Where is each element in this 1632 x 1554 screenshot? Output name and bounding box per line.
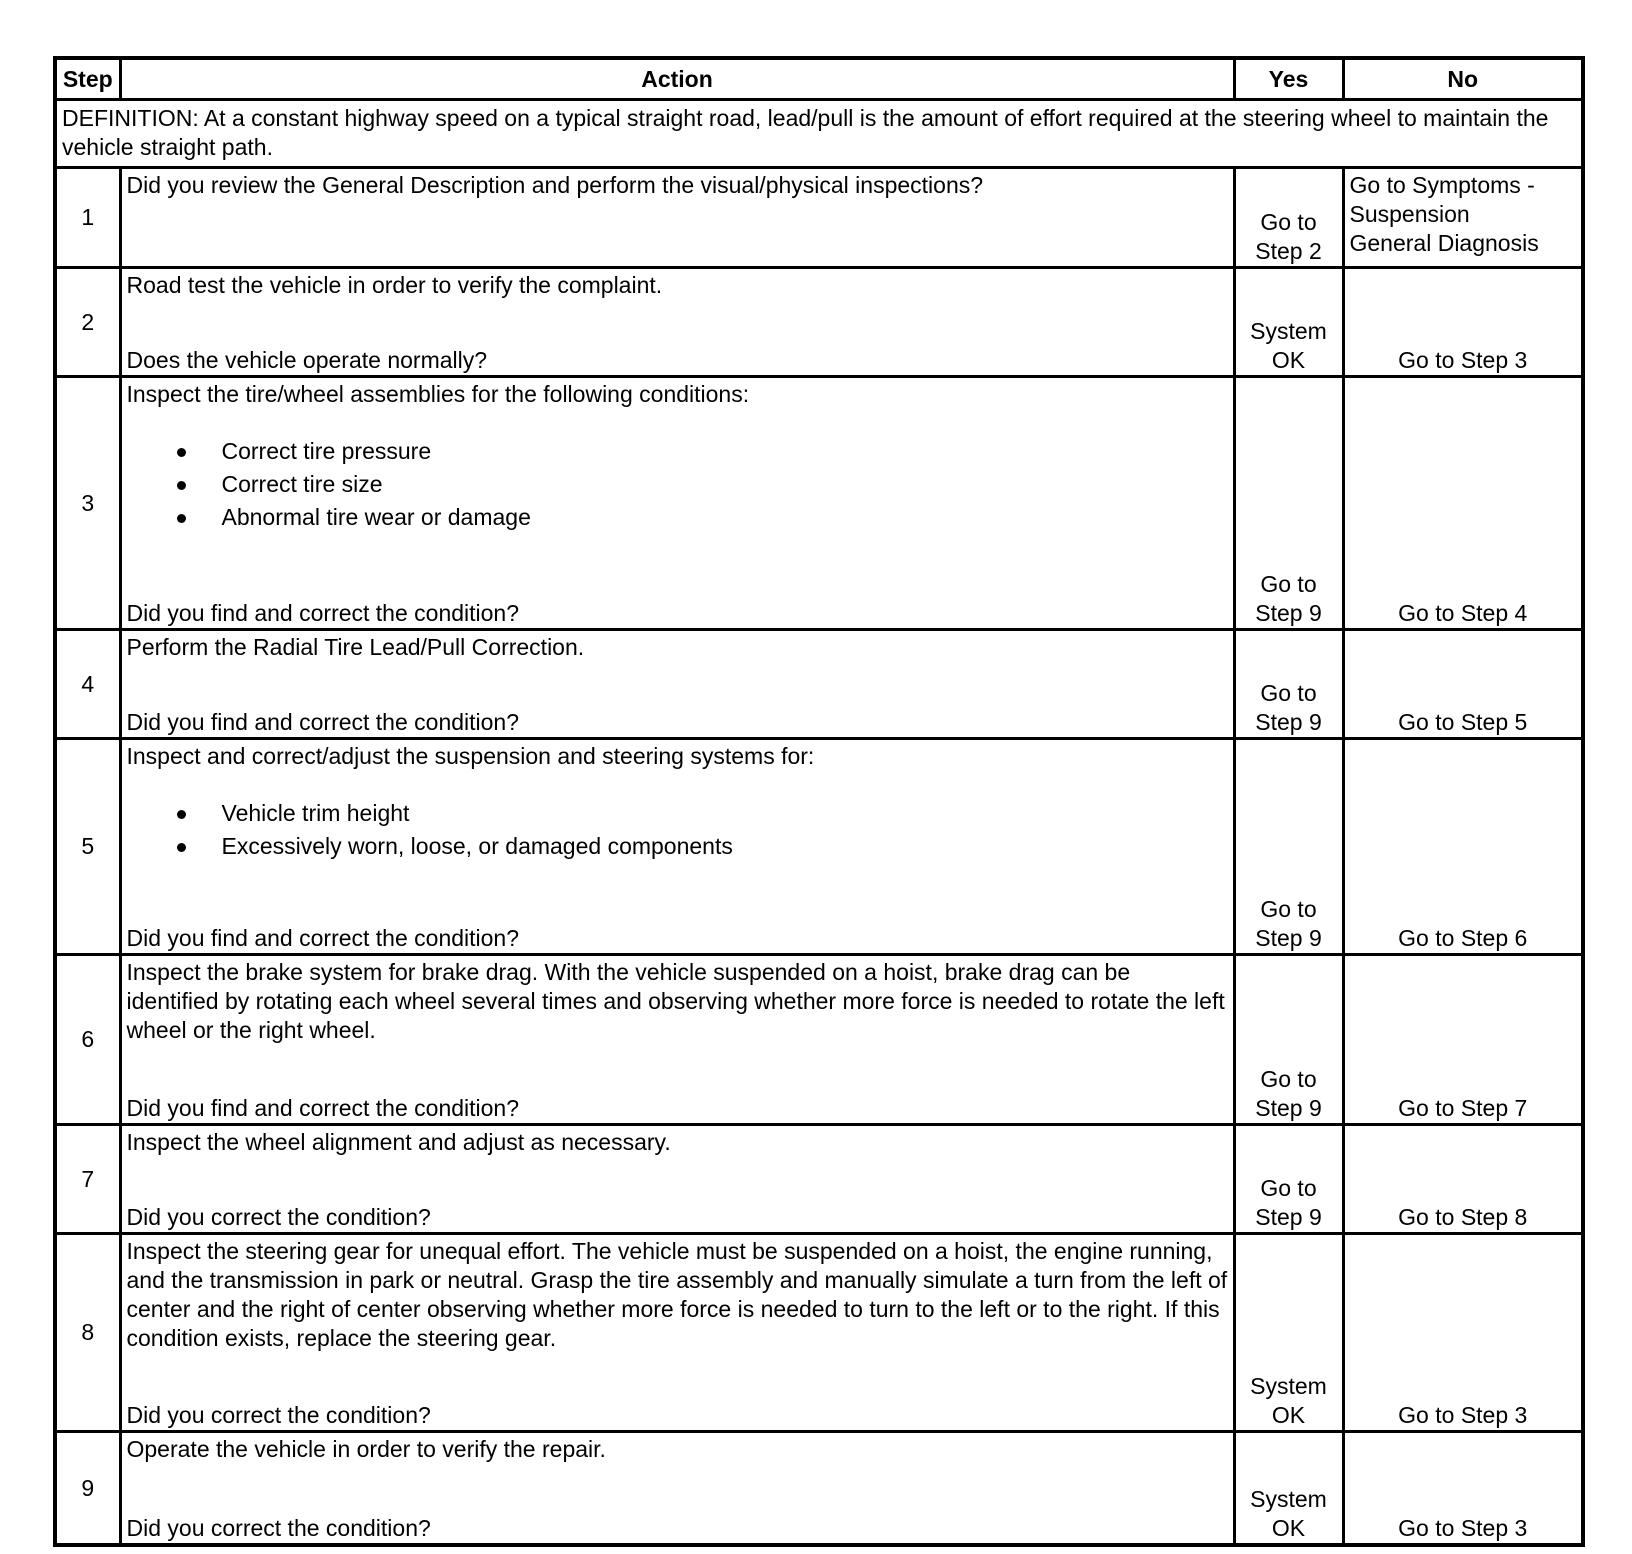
- table-row: [55, 1432, 1583, 1546]
- step-number: 2: [55, 268, 120, 377]
- yes-result: Go to Step 9: [1234, 739, 1343, 955]
- action-cell: [120, 377, 1234, 630]
- diagnostic-table: [53, 56, 1585, 1547]
- yes-result: Go to Step 9: [1234, 1125, 1343, 1234]
- action-question: Did you find and correct the condition?: [126, 925, 520, 951]
- definition-text: DEFINITION: At a constant highway speed on a typical straight road, lead/pull is the amount of effort required at the steering wheel to maintain the vehicle straight path.: [55, 100, 1583, 168]
- action-content: [122, 169, 1233, 266]
- table-row: [55, 1125, 1583, 1234]
- header-row: [55, 58, 1583, 100]
- action-content: [122, 269, 1233, 375]
- action-cell: [120, 168, 1234, 268]
- action-text: Road test the vehicle in order to verify the complaint.: [126, 272, 663, 298]
- table-row: [55, 377, 1583, 630]
- header-no: No: [1343, 58, 1583, 100]
- action-content: [122, 378, 1233, 628]
- no-result: Go to Step 4: [1343, 377, 1583, 630]
- yes-result: Go to Step 9: [1234, 377, 1343, 630]
- action-text: Operate the vehicle in order to verify the repair.: [126, 1436, 606, 1462]
- step-number: 5: [55, 739, 120, 955]
- table-row: [55, 630, 1583, 739]
- step-number: 4: [55, 630, 120, 739]
- action-content: [122, 1433, 1233, 1543]
- action-cell: [120, 1432, 1234, 1546]
- action-cell: [120, 268, 1234, 377]
- action-content: [122, 740, 1233, 953]
- action-text: Inspect the wheel alignment and adjust as necessary.: [126, 1129, 671, 1155]
- action-cell: [120, 1125, 1234, 1234]
- yes-result: Go to Step 9: [1234, 955, 1343, 1125]
- header-yes: Yes: [1234, 58, 1343, 100]
- table-row: [55, 268, 1583, 377]
- action-cell: [120, 630, 1234, 739]
- action-cell: [120, 955, 1234, 1125]
- no-result: Go to Step 8: [1343, 1125, 1583, 1234]
- action-question: Did you find and correct the condition?: [126, 709, 520, 735]
- action-text: Did you review the General Description and perform the visual/physical inspections?: [126, 172, 984, 198]
- action-text: Perform the Radial Tire Lead/Pull Correction.: [126, 634, 585, 660]
- definition-row: [55, 100, 1583, 168]
- step-number: 8: [55, 1234, 120, 1432]
- bullet-list: [127, 797, 1228, 863]
- action-question: Did you find and correct the condition?: [126, 600, 520, 626]
- bullet-item: Vehicle trim height: [222, 797, 1228, 830]
- action-question: Did you correct the condition?: [126, 1402, 431, 1428]
- action-question: Did you correct the condition?: [126, 1515, 431, 1541]
- table-row: [55, 739, 1583, 955]
- header-step: Step: [55, 58, 120, 100]
- step-number: 9: [55, 1432, 120, 1546]
- action-content: [122, 631, 1233, 737]
- action-text: Inspect and correct/adjust the suspension and steering systems for:: [126, 743, 815, 769]
- bullet-item: Excessively worn, loose, or damaged components: [222, 830, 1228, 863]
- yes-result: Go to Step 2: [1234, 168, 1343, 268]
- step-number: 7: [55, 1125, 120, 1234]
- bullet-item: Abnormal tire wear or damage: [222, 501, 1228, 534]
- no-result: Go to Step 3: [1343, 1432, 1583, 1546]
- action-question: Does the vehicle operate normally?: [126, 347, 488, 373]
- bullet-list: [127, 435, 1228, 534]
- table-row: [55, 955, 1583, 1125]
- no-result: Go to Step 7: [1343, 955, 1583, 1125]
- action-text: Inspect the steering gear for unequal effort. The vehicle must be suspended on a hoist, the engine running, and the transmission in park or neutral. Grasp the tire assembly and manually simulate a turn from the left of center and the right of center observing whether more force is needed to turn to the left or to the right. If this condition exists, replace the steering gear.: [126, 1238, 1228, 1351]
- yes-result: System OK: [1234, 1432, 1343, 1546]
- action-cell: [120, 739, 1234, 955]
- action-content: [122, 1126, 1233, 1232]
- yes-result: System OK: [1234, 268, 1343, 377]
- step-number: 1: [55, 168, 120, 268]
- table-row: [55, 168, 1583, 268]
- action-text: Inspect the tire/wheel assemblies for the following conditions:: [126, 381, 750, 407]
- table-row: [55, 1234, 1583, 1432]
- action-content: [122, 956, 1233, 1123]
- bullet-item: Correct tire pressure: [222, 435, 1228, 468]
- action-content: [122, 1235, 1233, 1430]
- step-number: 6: [55, 955, 120, 1125]
- no-result: Go to Step 6: [1343, 739, 1583, 955]
- no-result: Go to Step 3: [1343, 1234, 1583, 1432]
- action-question: Did you find and correct the condition?: [126, 1095, 520, 1121]
- yes-result: Go to Step 9: [1234, 630, 1343, 739]
- bullet-item: Correct tire size: [222, 468, 1228, 501]
- header-action: Action: [120, 58, 1234, 100]
- step-number: 3: [55, 377, 120, 630]
- no-result: Go to Step 3: [1343, 268, 1583, 377]
- yes-result: System OK: [1234, 1234, 1343, 1432]
- action-cell: [120, 1234, 1234, 1432]
- no-result: Go to Step 5: [1343, 630, 1583, 739]
- action-question: Did you correct the condition?: [126, 1204, 431, 1230]
- action-text: Inspect the brake system for brake drag. With the vehicle suspended on a hoist, brake drag can be identified by rotating each wheel several times and observing whether more force is needed to rotate the left wheel or the right wheel.: [126, 959, 1225, 1043]
- no-result: Go to Symptoms - Suspension General Diagnosis: [1343, 168, 1583, 268]
